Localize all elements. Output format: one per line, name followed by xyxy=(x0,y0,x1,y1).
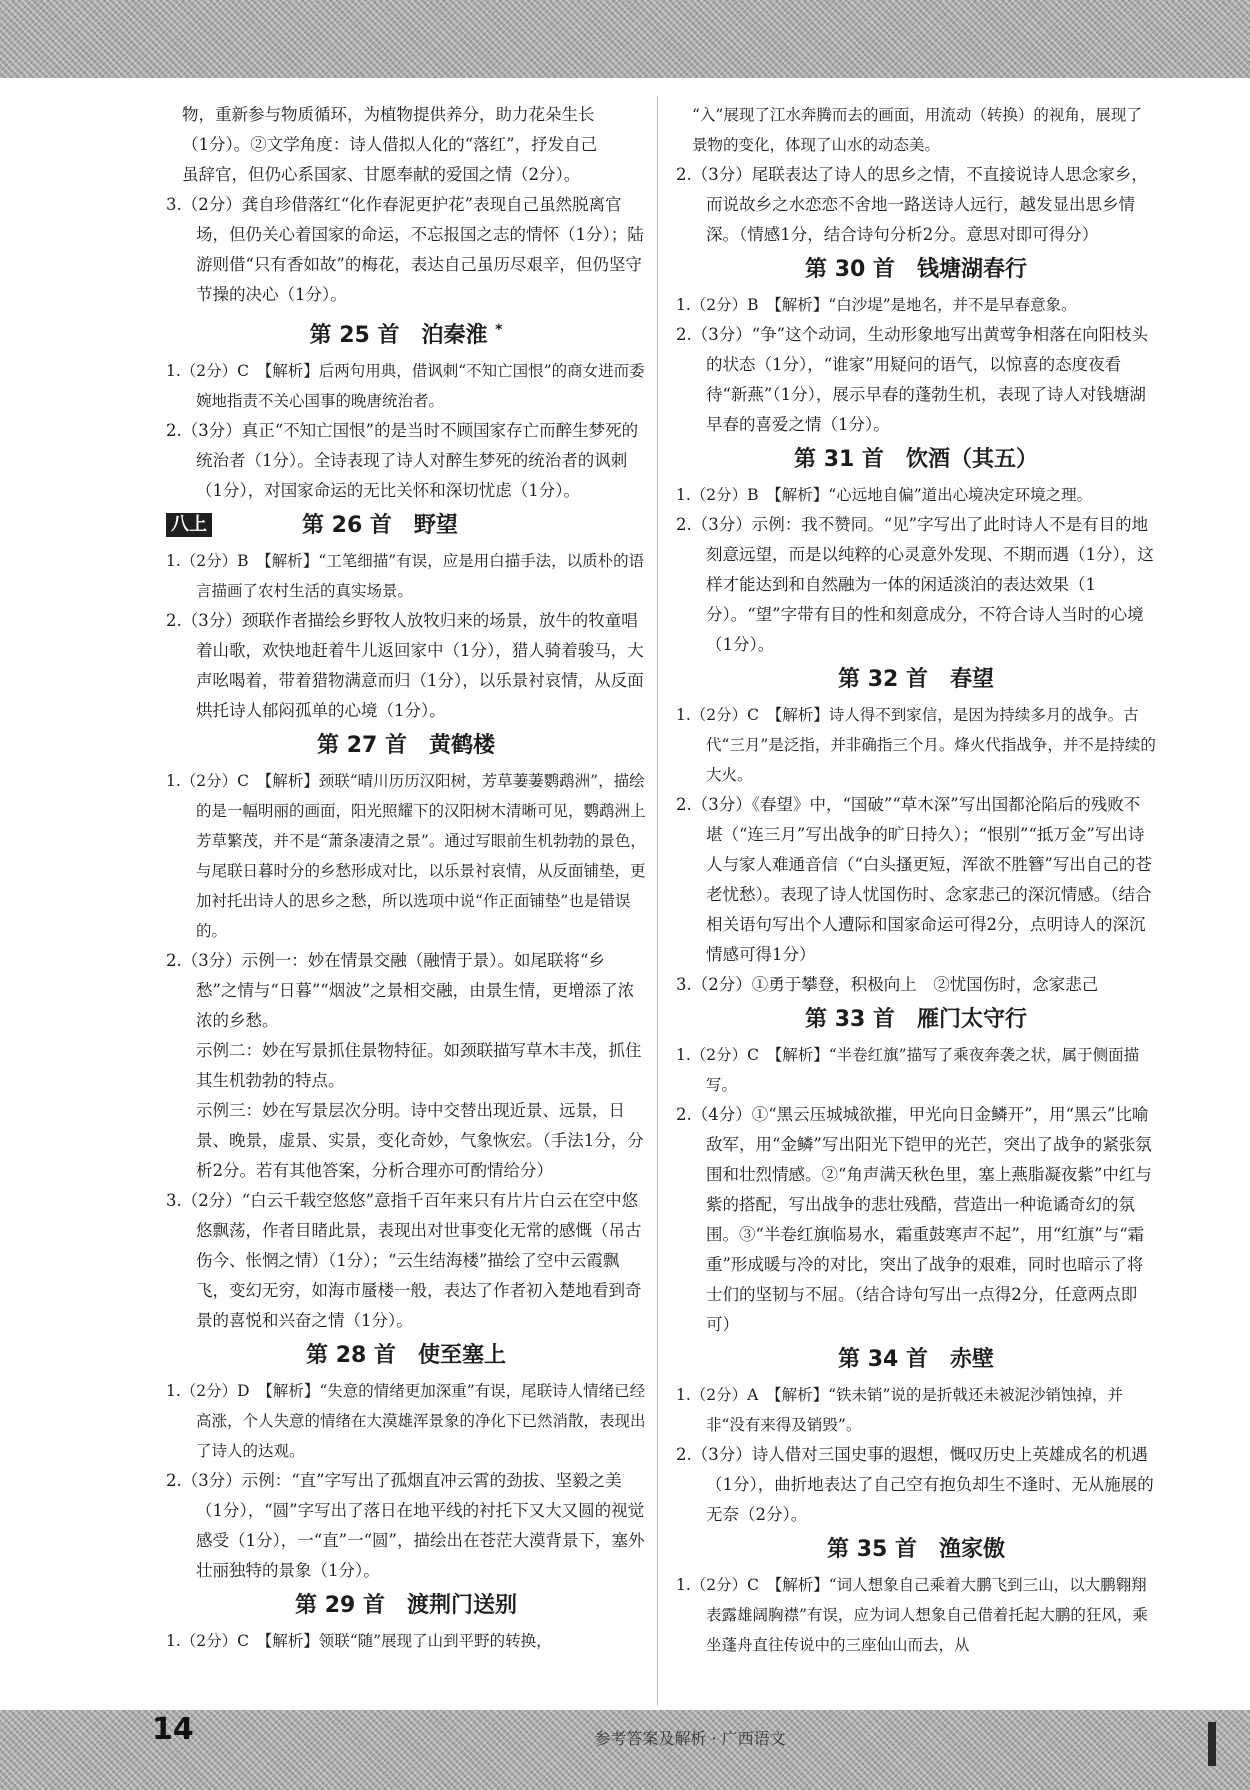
intro-line: （1分）。②文学角度：诗人借拟人化的“落红”，抒发自己 xyxy=(182,135,598,154)
answer-item: 2.（3分）示例：“直”字写出了孤烟直冲云霄的劲拔、坚毅之美（1分），“圆”字写出了落日在地平线的衬托下又大又圆的视觉感受（1分），一“直”一“圆”，描绘出在苍茫大漠背景下，塞外壮丽独特的景象（1分）。 xyxy=(166,1471,645,1580)
answer-item: 1.（2分）A 【解析】“铁未销”说的是折戟还未被泥沙销蚀掉，并非“没有来得及销毁”。 xyxy=(676,1386,1123,1434)
answer-example: 示例二：妙在写景抓住景物特征。如颈联描写草木丰茂，抓住其生机勃勃的特点。 xyxy=(196,1041,642,1090)
answer-example: 示例三：妙在写景层次分明。诗中交替出现近景、远景，日景、晚景，虚景、实景，变化奇妙，气象恢宏。（手法1分，分析2分。若有其他答案，分析合理亦可酌情给分） xyxy=(196,1101,644,1180)
section-title-31: 第 31 首 饮酒（其五） xyxy=(794,447,1038,472)
page-number: 14 xyxy=(152,1712,194,1747)
answer-item: 2.（3分）颈联作者描绘乡野牧人放牧归来的场景，放牛的牧童唱着山歌，欢快地赶着牛儿返回家中（1分），猎人骑着骏马，大声吆喝着，带着猎物满意而归（1分），以乐景衬哀情，从反面烘托诗人郁闷孤单的心境（1分）。 xyxy=(166,611,644,720)
star-mark: * xyxy=(495,322,503,338)
answer-item: 1.（2分）D 【解析】“失意的情绪更加深重”有误，尾联诗人情绪已经高涨，个人失意的情绪在大漠雄浑景象的净化下已然消散，表现出了诗人的达观。 xyxy=(166,1382,646,1460)
answer-item: 2.（3分）“争”这个动词，生动形象地写出黄莺争相落在向阳枝头的状态（1分），“谁家”用疑问的语气，以惊喜的态度夜看待“新燕”（1分），展示早春的蓬勃生机，表现了诗人对钱塘湖早春的喜爱之情（1分）。 xyxy=(676,325,1149,434)
answer-item: 1.（2分）C 【解析】领联“随”展现了山到平野的转换， xyxy=(166,1632,552,1650)
answer-item: 2.（3分）诗人借对三国史事的遐想，慨叹历史上英雄成名的机遇（1分），曲折地表达了自己空有抱负却生不逢时、无从施展的无奈（2分）。 xyxy=(676,1445,1154,1524)
section-title-text: 第 26 首 野望 xyxy=(302,513,458,538)
section-title-35: 第 35 首 渔家傲 xyxy=(827,1537,1005,1562)
header-band xyxy=(0,0,1250,78)
section-title-34: 第 34 首 赤壁 xyxy=(838,1347,994,1372)
section-title-30: 第 30 首 钱塘湖春行 xyxy=(805,257,1027,282)
answer-item: 1.（2分）B 【解析】“白沙堤”是地名，并不是早春意象。 xyxy=(676,296,1077,314)
section-title-text: 第 25 首 泊秦淮 xyxy=(309,323,488,348)
intro-line: 物，重新参与物质循环，为植物提供养分，助力花朵生长 xyxy=(182,105,595,124)
answer-item: 2.（3分）尾联表达了诗人的思乡之情，不直接说诗人思念家乡，而说故乡之水恋恋不舍地一路送诗人远行，越发显出思乡情深。（情感1分，结合诗句分析2分。意思对即可得分） xyxy=(676,165,1148,244)
section-title-29: 第 29 首 渡荆门送别 xyxy=(295,1593,517,1618)
answer-item: 3.（2分）龚自珍借落红“化作春泥更护花”表现自己虽然脱离官场，但仍关心着国家的命运，不忘报国之志的情怀（1分）；陆游则借“只有香如故”的梅花，表达自己虽历尽艰辛，但仍坚守节操的决心（1分）。 xyxy=(166,195,644,304)
answer-continuation: “入”展现了江水奔腾而去的画面，用流动（转换）的视角，展现了景物的变化，体现了山水的动态美。 xyxy=(692,106,1142,154)
answer-item: 3.（2分）“白云千载空悠悠”意指千百年来只有片片白云在空中悠悠飘荡，作者目睹此景，表现出对世事变化无常的感慨（吊古伤今、怅惘之情）（1分）；“云生结海楼”描绘了空中云霞飘飞，变幻无穷，如海市蜃楼一般，表达了作者初入楚地看到奇景的喜悦和兴奋之情（1分）。 xyxy=(166,1191,642,1330)
answer-item: 2.（3分）示例一：妙在情景交融（融情于景）。如尾联将“乡愁”之情与“日暮”“烟波”之景相交融，由景生情，更增添了浓浓的乡愁。 xyxy=(166,951,635,1030)
answer-item: 1.（2分）B 【解析】“工笔细描”有误，应是用白描手法，以质朴的语言描画了农村生活的真实场景。 xyxy=(166,552,645,600)
answer-item: 2.（3分）示例：我不赞同。“见”字写出了此时诗人不是有目的地刻意远望，而是以纯粹的心灵意外发现、不期而遇（1分），这样才能达到和自然融为一体的闲适淡泊的表达效果（1分）。“望”字带有目的性和刻意成分，不符合诗人当时的心境（1分）。 xyxy=(676,515,1154,654)
section-title-32: 第 32 首 春望 xyxy=(838,667,994,692)
grade-tag: 八上 xyxy=(166,513,212,537)
right-column xyxy=(676,100,1156,1660)
section-title-26 xyxy=(166,506,646,546)
section-title-27: 第 27 首 黄鹤楼 xyxy=(317,733,495,758)
answer-item: 2.（3分）《春望》中，“国破”“草木深”写出国都沦陷后的残败不堪（“连三月”写出战争的旷日持久）；“恨别”“抵万金”写出诗人与家人难通音信（“白头搔更短，浑欲不胜簪”写出自己的苍老忧愁）。表现了诗人忧国伤时、念家悲己的深沉情感。（结合相关语句写出个人遭际和国家命运可得2分，点明诗人的深沉情感可得1分） xyxy=(676,795,1152,964)
left-column xyxy=(166,100,646,1656)
section-title-33: 第 33 首 雁门太守行 xyxy=(805,1007,1027,1032)
answer-item: 1.（2分）C 【解析】颈联“晴川历历汉阳树，芳草萋萋鹦鹉洲”，描绘的是一幅明丽的画面，阳光照耀下的汉阳树木清晰可见，鹦鹉洲上芳草繁茂，并不是“萧条凄清之景”。通过写眼前生机勃勃的景色，与尾联日暮时分的乡愁形成对比，以乐景衬哀情，从反面铺垫，更加衬托出诗人的思乡之愁，所以选项中说“作正面铺垫”也是错误的。 xyxy=(166,772,646,940)
answer-item: 2.（4分）①“黑云压城城欲摧，甲光向日金鳞开”，用“黑云”比喻敌军，用“金鳞”写出阳光下铠甲的光芒，突出了战争的紧张氛围和壮烈情感。②“角声满天秋色里，塞上燕脂凝夜紫”中红与紫的搭配，写出战争的悲壮残酷，营造出一种诡谲奇幻的氛围。③“半卷红旗临易水，霜重鼓寒声不起”，用“红旗”与“霜重”形成暖与冷的对比，突出了战争的艰难，同时也暗示了将士们的坚韧与不屈。（结合诗句写出一点得2分，任意两点即可） xyxy=(676,1105,1152,1334)
footer-title: 参考答案及解析 · 广西语文 xyxy=(594,1729,786,1748)
section-title-28: 第 28 首 使至塞上 xyxy=(306,1343,506,1368)
answer-item: 1.（2分）C 【解析】“词人想象自己乘着大鹏飞到三山，以大鹏翱翔表露雄阔胸襟”有误，应为词人想象自己借着托起大鹏的狂风，乘坐蓬舟直往传说中的三座仙山而去，从 xyxy=(676,1576,1148,1654)
column-divider xyxy=(657,96,658,1706)
footer-edge-mark xyxy=(1208,1722,1216,1766)
answer-item: 1.（2分）C 【解析】“半卷红旗”描写了乘夜奔袭之状，属于侧面描写。 xyxy=(676,1046,1140,1094)
answer-item: 1.（2分）B 【解析】“心远地自偏”道出心境决定环境之理。 xyxy=(676,486,1093,504)
answer-item: 1.（2分）C 【解析】后两句用典，借讽刺“不知亡国恨”的商女进而委婉地指责不关心国事的晚唐统治者。 xyxy=(166,362,645,410)
intro-line: 虽辞官，但仍心系国家、甘愿奉献的爱国之情（2分）。 xyxy=(182,165,581,184)
answer-item: 3.（2分）①勇于攀登，积极向上 ②忧国伤时，念家悲己 xyxy=(676,975,1099,994)
answer-item: 2.（3分）真正“不知亡国恨”的是当时不顾国家存亡而醉生梦死的统治者（1分）。全诗表现了诗人对醉生梦死的统治者的讽刺（1分），对国家命运的无比关怀和深切忧虑（1分）。 xyxy=(166,421,639,500)
answer-item: 1.（2分）C 【解析】诗人得不到家信，是因为持续多月的战争。古代“三月”是泛指，并非确指三个月。烽火代指战争，并不是持续的大火。 xyxy=(676,706,1156,784)
section-title-25 xyxy=(166,310,646,356)
